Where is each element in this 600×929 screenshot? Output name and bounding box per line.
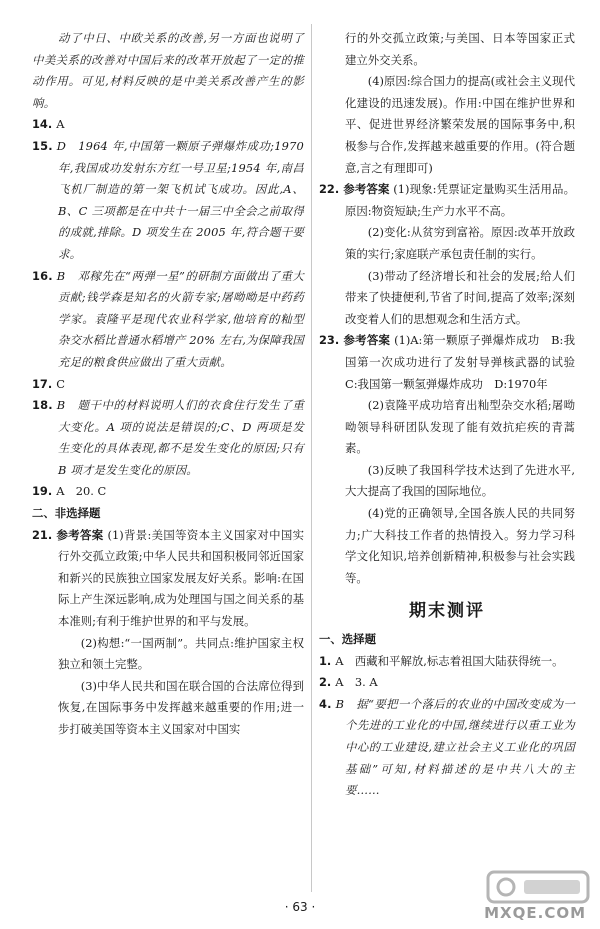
answer-text: A 西藏和平解放,标志着祖国大陆获得统一。 [335,653,564,668]
question-number: 18. [32,398,53,413]
answer-23-part-3: (3)反映了我国科学技术达到了先进水平,大大提高了我国的国际地位。 [345,462,575,499]
question-number: 17. [32,376,53,391]
answer-21-part-1: (1)背景:美国等资本主义国家对中国实行外交孤立政策;中华人民共和国积极同邻近国家和新兴的民族独立国家发展友好关系。影响:在国际上产生深远影响,成为处理国与国之间关系的基本准则;有利于维护世界的和平与发展。 [58,527,304,629]
reference-answer-tag: 参考答案 [56,527,104,542]
answer-21-part-2: (2)构想:“一国两制”。共同点:维护国家主权独立和领土完整。 [58,635,304,672]
answer-21-part-4: (4)原因:综合国力的提高(或社会主义现代化建设的迅速发展)。作用:中国在维护世界和平、促进世界经济繁荣发展的国际事务中,积极参与合作,发挥越来越重要的作用。(符合题意,言之有理即可) [345,74,575,175]
answer-22-part-1: (1)现象:凭票证定量购买生活用品。原因:物资短缺;生产力水平不高。 [345,182,575,218]
reference-answer-tag: 参考答案 [343,333,391,348]
answer-19-20 [32,481,304,503]
answer-text: A 3. A [335,675,378,690]
answer-text: B 邓稼先在“两弹一星”的研制方面做出了重大贡献;钱学森是知名的火箭专家;屠呦呦是中药药学家。袁隆平是现代农业科学家,他培育的籼型杂交水稻比普通水稻增产 20% 左右,为保障我国充足的粮食供应做出了重大贡献。 [56,268,305,369]
answer-text: D 1964 年,中国第一颗原子弹爆炸成功;1970 年,我国成功发射东方红一号卫星;1954 年,南昌飞机厂制造的第一架飞机试飞成功。因此,A、B、C 三项都是在中共十一届三中全会之前取得的成就,排除。D 项发生在 2005 年,符合题干要求。 [56,138,304,261]
q13-continuation: 动了中日、中欧关系的改善,另一方面也说明了中美关系的改善对中国后来的改革开放起了一定的推动作用。可见,材料反映的是中美关系改善产生的影响。 [32,31,304,110]
answer-22-part-3: (3)带动了经济增长和社会的发展;给人们带来了快捷便利,节省了时间,提高了效率;深刻改变着人们的思想观念和生活方式。 [345,268,575,326]
column-divider [311,24,312,892]
answer-23-part-4: (4)党的正确领导,全国各族人民的共同努力;广大科技工作者的热情投入。努力学习科学文化知识,培养创新精神,积极参与社会实践等。 [345,506,575,585]
answer-14 [32,114,304,136]
answer-16 [32,266,304,374]
page-number: · 63 · [284,900,316,914]
final-answer-2-3 [319,672,575,694]
question-number: 21. [32,527,53,542]
right-column [319,28,587,802]
answer-17 [32,374,304,396]
answer-text: A 20. C [56,484,107,499]
final-answer-1 [319,651,575,673]
answer-23 [319,330,587,395]
question-number: 22. [319,182,340,197]
section-heading-non-choice: 二、非选择题 [32,506,101,521]
answer-22 [319,179,575,222]
question-number: 15. [32,138,53,153]
answer-text: B 据“要把一个落后的农业的中国改变成为一个先进的工业化的中国,继续进行以重工业为中心的工业建设,建立社会主义工业化的巩固基础”可知,材料描述的是中共八大的主要…… [335,696,575,798]
question-number: 23. [319,333,340,348]
answer-21 [32,525,304,633]
question-number: 2. [319,675,332,690]
answer-text: C [56,376,65,391]
question-number: 19. [32,484,53,499]
answer-22-part-2: (2)变化:从贫穷到富裕。原因:改革开放政策的实行;家庭联产承包责任制的实行。 [345,225,575,261]
question-number: 4. [319,696,332,711]
answer-18 [32,395,304,481]
q21-continuation: 行的外交孤立政策;与美国、日本等国家正式建立外交关系。 [345,31,575,67]
watermark-text: MXQE.COM [484,904,586,922]
answer-23-part-2: (2)袁隆平成功培育出籼型杂交水稻;屠呦呦领导科研团队发现了能有效抗疟疾的青蒿素。 [345,398,575,456]
question-number: 1. [319,653,332,668]
question-number: 14. [32,117,53,132]
answer-23-part-1: (1)A:第一颗原子弹爆炸成功 B:我国第一次成功进行了发射导弹核武器的试验 C:我国第一颗氢弹爆炸成功 D:1970年 [345,333,587,391]
section-heading-choice: 一、选择题 [319,632,376,647]
answer-21-part-3: (3)中华人民共和国在联合国的合法席位得到恢复,在国际事务中发挥越来越重要的作用;进一步打破美国等资本主义国家对中国实 [58,678,304,736]
final-test-title: 期末测评 [409,601,485,622]
reference-answer-tag: 参考答案 [343,182,390,197]
final-answer-4 [319,694,575,802]
answer-text: B 题干中的材料说明人们的衣食住行发生了重大变化。A 项的说法是错误的;C、D 两项是发生变化的具体表现,都不是发生变化的原因;只有 B 项才是发生变化的原因。 [56,398,304,477]
answer-text: A [56,117,65,132]
answer-15 [32,136,304,266]
left-column [32,28,304,741]
question-number: 16. [32,268,53,283]
